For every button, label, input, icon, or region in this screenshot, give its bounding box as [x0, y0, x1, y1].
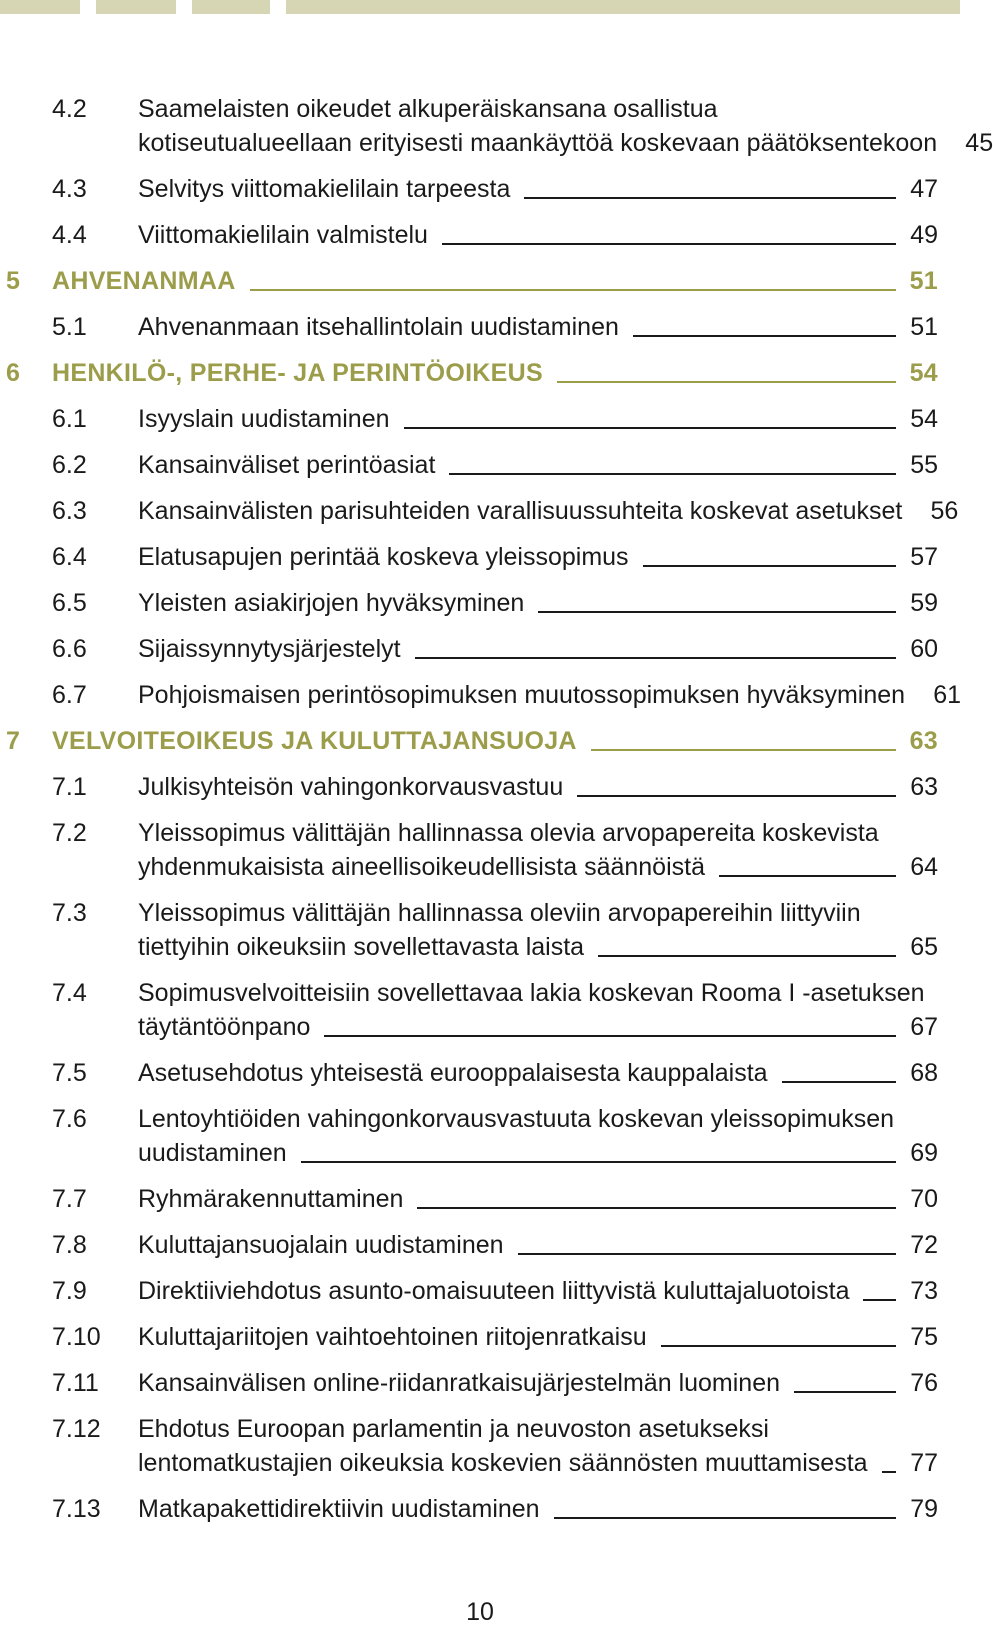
toc-entry-title — [138, 1274, 938, 1308]
toc-entry[interactable] — [0, 816, 960, 884]
top-bar-1 — [0, 0, 80, 14]
toc-entry-title-line: Kuluttajansuojalain uudistaminen — [138, 1231, 504, 1259]
toc-entry-page: 79 — [910, 1495, 938, 1523]
toc-leader-line — [417, 1207, 896, 1209]
toc-entry-title — [138, 976, 938, 1044]
toc-entry-title-line: Yleissopimus välittäjän hallinnassa olevia arvopapereita koskevista — [138, 819, 879, 847]
toc-leader-line — [449, 473, 896, 475]
toc-entry-page: 63 — [910, 773, 938, 801]
toc-entry-title-line: Kansainvälisen online-riidanratkaisujärjestelmän luominen — [138, 1369, 781, 1397]
toc-entry[interactable] — [0, 218, 960, 252]
toc-entry-title — [138, 1492, 938, 1526]
toc-entry-title-line: Ehdotus Euroopan parlamentin ja neuvoston asetukseksi — [138, 1415, 769, 1443]
toc-entry-title-line: VELVOITEOIKEUS JA KULUTTAJANSUOJA — [52, 727, 577, 755]
toc-entry-number: 7.13 — [52, 1495, 101, 1523]
toc-entry-number: 7.3 — [52, 899, 87, 927]
toc-entry-title-line: Julkisyhteisön vahingonkorvausvastuu — [138, 773, 564, 801]
toc-leader-line — [538, 611, 896, 613]
toc-entry[interactable] — [0, 92, 993, 160]
toc-entry-title — [138, 1320, 938, 1354]
toc-entry-title — [138, 816, 938, 884]
toc-entry-title-line: Yleisten asiakirjojen hyväksyminen — [138, 589, 525, 617]
toc-leader-line — [863, 1299, 896, 1301]
toc-entry-title — [138, 540, 938, 574]
toc-entry-number: 6.4 — [52, 543, 87, 571]
toc-entry-page: 76 — [910, 1369, 938, 1397]
toc-entry-page: 67 — [910, 1013, 938, 1041]
toc-entry-number: 6.5 — [52, 589, 87, 617]
toc-chapter-entry[interactable] — [0, 356, 960, 390]
toc-leader-line — [577, 795, 896, 797]
toc-entry-title-line: Elatusapujen perintää koskeva yleissopimus — [138, 543, 629, 571]
toc-entry-title — [138, 1056, 938, 1090]
toc-entry-number: 7.12 — [52, 1415, 101, 1443]
toc-entry-title — [138, 402, 938, 436]
toc-entry[interactable] — [0, 1320, 960, 1354]
toc-leader-line — [524, 197, 896, 199]
toc-entry-title-line: Yleissopimus välittäjän hallinnassa oleviin arvopapereihin liittyviin — [138, 899, 861, 927]
toc-entry[interactable] — [0, 172, 960, 206]
toc-entry-page: 49 — [910, 221, 938, 249]
toc-entry-number: 7 — [6, 727, 21, 755]
toc-entry-page: 55 — [910, 451, 938, 479]
toc-entry-title — [138, 92, 993, 160]
toc-entry-page: 75 — [910, 1323, 938, 1351]
toc-entry-number: 7.6 — [52, 1105, 87, 1133]
toc-entry-page: 61 — [933, 681, 962, 709]
toc-leader-line — [324, 1035, 896, 1037]
toc-entry-title — [138, 896, 938, 964]
toc-entry-page: 65 — [910, 933, 938, 961]
toc-leader-line — [301, 1161, 896, 1163]
toc-entry-page: 70 — [910, 1185, 938, 1213]
table-of-contents — [0, 92, 993, 1538]
toc-entry[interactable] — [0, 310, 960, 344]
toc-leader-line — [518, 1253, 896, 1255]
toc-entry-title-line: Ahvenanmaan itsehallintolain uudistaminen — [138, 313, 619, 341]
toc-leader-line — [404, 427, 896, 429]
top-decoration — [0, 0, 960, 16]
toc-entry-title-line: HENKILÖ-, PERHE- JA PERINTÖOIKEUS — [52, 359, 543, 387]
toc-entry-title-line: Selvitys viittomakielilain tarpeesta — [138, 175, 511, 203]
toc-entry-number: 7.10 — [52, 1323, 101, 1351]
toc-leader-line — [591, 749, 896, 751]
toc-entry-title-line: kotiseutualueellaan erityisesti maankäyttöä koskevaan päätöksentekoon — [138, 129, 938, 157]
toc-entry-title-line: Sopimusvelvoitteisiin sovellettavaa lakia koskevan Rooma I -asetuksen — [138, 979, 925, 1007]
toc-chapter-entry[interactable] — [0, 264, 960, 298]
toc-entry-page: 59 — [910, 589, 938, 617]
toc-entry[interactable] — [0, 1274, 960, 1308]
toc-entry-title-line: yhdenmukaisista aineellisoikeudellisista säännöistä — [138, 853, 705, 881]
toc-entry-title — [138, 310, 938, 344]
toc-entry-page: 77 — [910, 1449, 938, 1477]
toc-entry-title — [52, 724, 938, 758]
toc-entry-title-line: AHVENANMAA — [52, 267, 236, 295]
toc-entry[interactable] — [0, 976, 960, 1044]
toc-entry-title — [138, 678, 962, 712]
toc-entry-number: 6.6 — [52, 635, 87, 663]
toc-entry[interactable] — [0, 632, 960, 666]
toc-leader-line — [782, 1081, 896, 1083]
toc-leader-line — [719, 875, 896, 877]
page-number: 10 — [466, 1598, 494, 1626]
toc-entry-title-line: uudistaminen — [138, 1139, 287, 1167]
top-bar-2 — [96, 0, 176, 14]
toc-entry-page: 47 — [910, 175, 938, 203]
toc-entry-number: 7.7 — [52, 1185, 87, 1213]
toc-entry-title-line: Sijaissynnytysjärjestelyt — [138, 635, 401, 663]
toc-leader-line — [554, 1517, 896, 1519]
toc-entry-title-line: Kansainväliset perintöasiat — [138, 451, 436, 479]
toc-chapter-entry[interactable] — [0, 724, 960, 758]
toc-leader-line — [643, 565, 896, 567]
toc-entry-number: 7.5 — [52, 1059, 87, 1087]
toc-entry-page: 64 — [910, 853, 938, 881]
toc-entry-number: 6.2 — [52, 451, 87, 479]
toc-leader-line — [661, 1345, 896, 1347]
toc-entry[interactable] — [0, 1182, 960, 1216]
toc-entry-title — [52, 264, 938, 298]
toc-entry-title — [138, 1366, 938, 1400]
toc-entry-page: 73 — [910, 1277, 938, 1305]
toc-entry-title-line: Direktiiviehdotus asunto-omaisuuteen liittyvistä kuluttajaluotoista — [138, 1277, 850, 1305]
toc-entry[interactable] — [0, 1412, 960, 1480]
toc-entry-number: 6.3 — [52, 497, 87, 525]
toc-entry-number: 6.7 — [52, 681, 87, 709]
toc-entry[interactable] — [0, 586, 960, 620]
toc-entry-title-line: Lentoyhtiöiden vahingonkorvausvastuuta koskevan yleissopimuksen — [138, 1105, 895, 1133]
toc-entry[interactable] — [0, 1492, 960, 1526]
toc-entry[interactable] — [0, 1056, 960, 1090]
toc-entry-title-line: Matkapakettidirektiivin uudistaminen — [138, 1495, 540, 1523]
toc-leader-line — [598, 955, 896, 957]
toc-entry-page: 60 — [910, 635, 938, 663]
toc-entry-number: 7.2 — [52, 819, 87, 847]
toc-entry-title — [138, 632, 938, 666]
toc-entry-number: 7.1 — [52, 773, 87, 801]
toc-leader-line — [442, 243, 896, 245]
top-bar-4 — [286, 0, 960, 14]
toc-entry-number: 7.9 — [52, 1277, 87, 1305]
toc-entry[interactable] — [0, 770, 960, 804]
toc-entry-number: 7.11 — [52, 1369, 99, 1397]
toc-entry-page: 72 — [910, 1231, 938, 1259]
toc-entry-number: 5.1 — [52, 313, 87, 341]
toc-entry-page: 54 — [909, 359, 938, 387]
toc-entry-page: 51 — [909, 267, 938, 295]
toc-entry[interactable] — [0, 1102, 960, 1170]
toc-entry-number: 4.3 — [52, 175, 87, 203]
toc-leader-line — [557, 381, 896, 383]
toc-entry-number: 7.8 — [52, 1231, 87, 1259]
toc-entry-number: 4.4 — [52, 221, 87, 249]
toc-entry[interactable] — [0, 494, 960, 528]
toc-entry[interactable] — [0, 678, 960, 712]
toc-entry[interactable] — [0, 1366, 960, 1400]
toc-entry-page: 69 — [910, 1139, 938, 1167]
toc-entry-title — [138, 1228, 938, 1262]
toc-entry-title — [138, 448, 938, 482]
toc-entry-title-line: Ryhmärakennuttaminen — [138, 1185, 404, 1213]
toc-entry-title-line: tiettyihin oikeuksiin sovellettavasta laista — [138, 933, 585, 961]
toc-entry-title — [138, 494, 959, 528]
toc-entry-title — [138, 770, 938, 804]
toc-entry-title-line: Asetusehdotus yhteisestä eurooppalaisesta kauppalaista — [138, 1059, 768, 1087]
toc-entry[interactable] — [0, 448, 960, 482]
toc-entry-page: 57 — [910, 543, 938, 571]
toc-entry-title-line: Kansainvälisten parisuhteiden varallisuussuhteita koskevat asetukset — [138, 497, 903, 525]
toc-entry[interactable] — [0, 540, 960, 574]
toc-entry-title-line: Pohjoismaisen perintösopimuksen muutossopimuksen hyväksyminen — [138, 681, 906, 709]
toc-entry-title — [138, 1182, 938, 1216]
toc-entry-title — [138, 172, 938, 206]
top-bar-3 — [192, 0, 270, 14]
toc-entry-page: 68 — [910, 1059, 938, 1087]
toc-entry-title — [138, 218, 938, 252]
toc-entry[interactable] — [0, 1228, 960, 1262]
toc-entry-title-line: Isyyslain uudistaminen — [138, 405, 390, 433]
toc-entry-title-line: Saamelaisten oikeudet alkuperäiskansana osallistua — [138, 95, 718, 123]
toc-leader-line — [250, 289, 896, 291]
toc-entry-title-line: täytäntöönpano — [138, 1013, 311, 1041]
toc-leader-line — [633, 335, 896, 337]
toc-entry-number: 5 — [6, 267, 21, 295]
toc-entry[interactable] — [0, 896, 960, 964]
toc-entry[interactable] — [0, 402, 960, 436]
toc-entry-title — [138, 1412, 938, 1480]
toc-entry-title — [138, 586, 938, 620]
toc-leader-line — [415, 657, 896, 659]
toc-entry-title — [138, 1102, 938, 1170]
toc-entry-number: 6.1 — [52, 405, 87, 433]
toc-entry-number: 6 — [6, 359, 21, 387]
toc-entry-title — [52, 356, 938, 390]
toc-entry-page: 56 — [930, 497, 959, 525]
toc-entry-page: 45 — [965, 129, 993, 157]
toc-leader-line — [882, 1471, 896, 1473]
toc-entry-title-line: lentomatkustajien oikeuksia koskevien säännösten muuttamisesta — [138, 1449, 868, 1477]
toc-entry-page: 51 — [910, 313, 938, 341]
toc-entry-page: 63 — [909, 727, 938, 755]
toc-entry-page: 54 — [910, 405, 938, 433]
toc-entry-title-line: Kuluttajariitojen vaihtoehtoinen riitojenratkaisu — [138, 1323, 647, 1351]
toc-entry-title-line: Viittomakielilain valmistelu — [138, 221, 428, 249]
toc-entry-number: 7.4 — [52, 979, 87, 1007]
toc-entry-number: 4.2 — [52, 95, 87, 123]
toc-leader-line — [794, 1391, 896, 1393]
